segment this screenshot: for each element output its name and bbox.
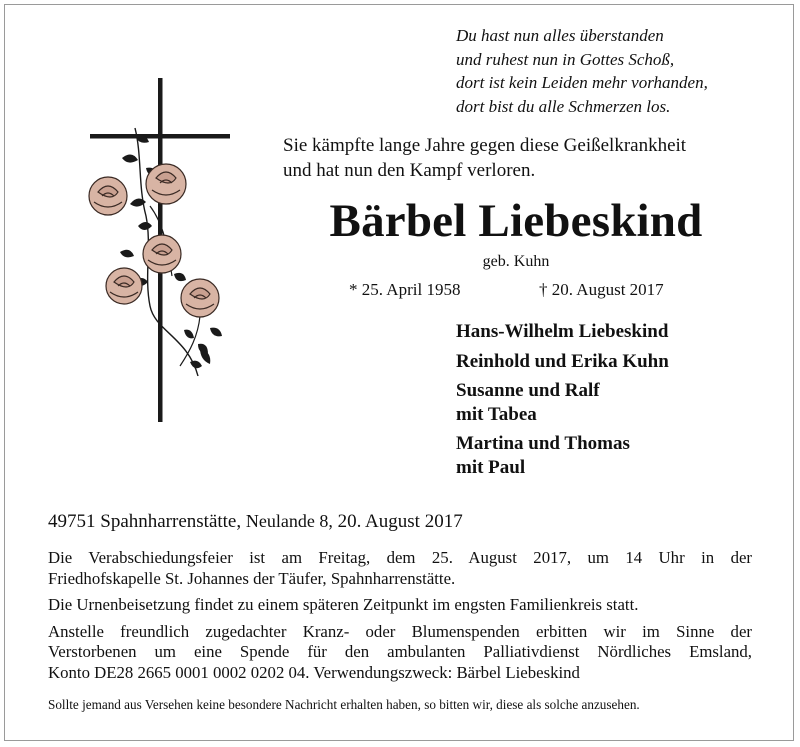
cross-icon (80, 76, 250, 426)
mourner-entry (456, 379, 776, 426)
intro-line: Sie kämpfte lange Jahre gegen diese Geißelkrankheit (283, 135, 687, 156)
mourner-line: Martina und Thomas (456, 433, 630, 454)
mourner-line: Hans-Wilhelm Liebeskind (456, 321, 669, 342)
mourner-line: mit Paul (456, 456, 526, 478)
urn-notice (48, 595, 752, 616)
deceased-name: Bärbel Liebeskind (329, 195, 703, 247)
notice-line: Konto DE28 2665 0001 0002 0202 04. Verwendungszweck: Bärbel Liebeskind (48, 662, 580, 682)
poem-line: dort bist du alle Schmerzen los. (456, 96, 671, 116)
notice-line: Verstorbenen um eine Spende für den ambulanten Palliativdienst Nördliches Emsland, (48, 642, 752, 661)
mourner-entry (456, 350, 776, 374)
death-date: † 20. August 2017 (539, 280, 664, 299)
poem-line: dort ist kein Leiden mehr vorhanden, (456, 73, 708, 92)
notice-line: Friedhofskapelle St. Johannes der Täufer, Spahnharrenstätte. (48, 568, 456, 588)
cross-with-roses-illustration (80, 76, 250, 426)
notice-line: Anstelle freundlich zugedachter Kranz- oder Blumenspenden erbitten wir im Sinne der (48, 621, 752, 641)
mourner-line: Susanne und Ralf (456, 380, 600, 401)
birth-date: * 25. April 1958 (349, 280, 461, 299)
farewell-notice (48, 548, 752, 589)
mourners-list (456, 320, 776, 485)
intro-text (283, 133, 783, 183)
notice-line: Die Verabschiedungsfeier ist am Freitag, dem 25. August 2017, um 14 Uhr in der (48, 548, 752, 567)
date: 20. August 2017 (337, 511, 463, 532)
mourner-line: Reinhold und Erika Kuhn (456, 350, 669, 372)
donation-notice (48, 622, 752, 684)
poem-line: und ruhest nun in Gottes Schoß, (456, 49, 675, 69)
poem (456, 24, 776, 118)
mourner-entry (456, 320, 776, 344)
maiden-name: geb. Kuhn (482, 253, 550, 270)
footnote: Sollte jemand aus Versehen keine besondere Nachricht erhalten haben, so bitten wir, diese als solche anzusehen. (48, 697, 640, 712)
town: 49751 Spahnharrenstätte, (48, 511, 242, 532)
poem-line: Du hast nun alles überstanden (456, 26, 664, 45)
mourner-entry (456, 432, 776, 479)
mourner-line: mit Tabea (456, 403, 537, 425)
notices (48, 548, 752, 689)
notice-line: Die Urnenbeisetzung findet zu einem späteren Zeitpunkt im engsten Familienkreis statt. (48, 595, 639, 614)
intro-line: und hat nun den Kampf verloren. (283, 160, 536, 181)
street: Neulande 8, (245, 511, 333, 531)
place-date-line (48, 511, 463, 533)
